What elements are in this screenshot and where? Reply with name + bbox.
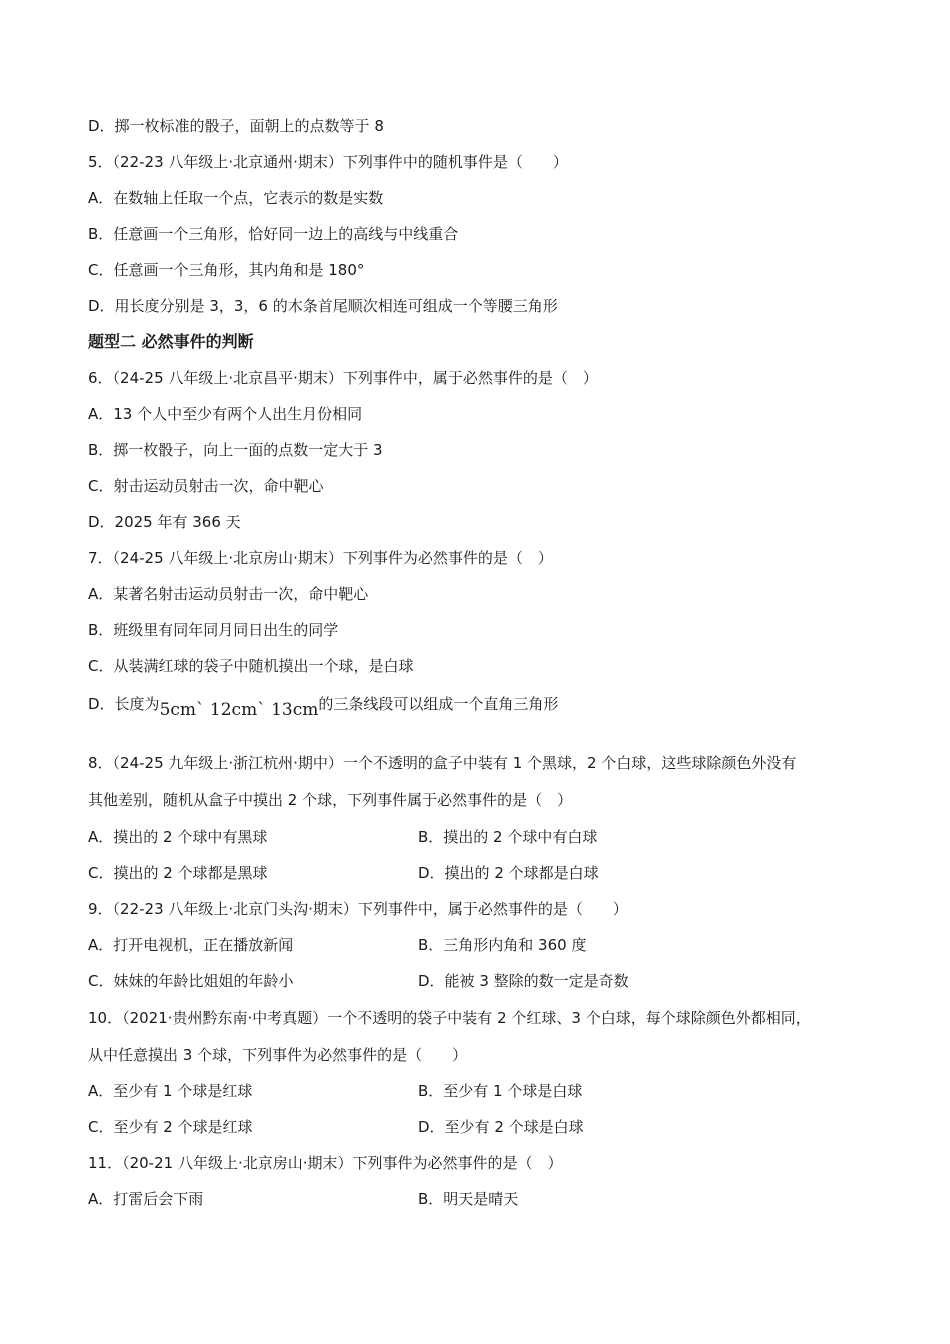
q6-option-c: C．射击运动员射击一次，命中靶心: [88, 477, 324, 495]
q8-stem-line2: 其他差别，随机从盒子中摸出 2 个球，下列事件属于必然事件的是（ ）: [88, 791, 573, 809]
q7-option-b: B．班级里有同年同月同日出生的同学: [88, 621, 339, 639]
q9-option-b: B．三角形内角和 360 度: [418, 936, 587, 954]
q11-stem: 11．（20-21 八年级上·北京房山·期末）下列事件为必然事件的是（ ）: [88, 1154, 563, 1172]
q7-option-c: C．从装满红球的袋子中随机摸出一个球，是白球: [88, 657, 414, 675]
q9-stem: 9．（22-23 八年级上·北京门头沟·期末）下列事件中，属于必然事件的是（ ）: [88, 900, 628, 918]
q5-option-b: B．任意画一个三角形，恰好同一边上的高线与中线重合: [88, 225, 459, 243]
q10-option-d: D．至少有 2 个球是白球: [418, 1118, 584, 1136]
q8-option-a: A．摸出的 2 个球中有黑球: [88, 828, 268, 846]
q7-option-a: A．某著名射击运动员射击一次，命中靶心: [88, 585, 369, 603]
q6-option-a: A．13 个人中至少有两个人出生月份相同: [88, 405, 363, 423]
q6-option-b: B．掷一枚骰子，向上一面的点数一定大于 3: [88, 441, 383, 459]
q10-stem-line1: 10．（2021·贵州黔东南·中考真题）一个不透明的袋子中装有 2 个红球、3 个白球，每个球除颜色外都相同，: [88, 1009, 811, 1027]
q7-option-d: [88, 694, 559, 720]
q8-stem-line1: 8．（24-25 九年级上·浙江杭州·期中）一个不透明的盒子中装有 1 个黑球，2 个白球，这些球除颜色外没有: [88, 754, 797, 772]
q5-option-d: D．用长度分别是 3，3，6 的木条首尾顺次相连可组成一个等腰三角形: [88, 297, 558, 315]
q9-option-d: D．能被 3 整除的数一定是奇数: [418, 972, 629, 990]
q9-option-c: C．妹妹的年龄比姐姐的年龄小: [88, 972, 294, 990]
q8-option-c: C．摸出的 2 个球都是黑球: [88, 864, 268, 882]
q6-option-d: D．2025 年有 366 天: [88, 513, 241, 531]
q10-option-c: C．至少有 2 个球是红球: [88, 1118, 253, 1136]
q7-option-d-suffix: 的三条线段可以组成一个直角三角形: [318, 695, 559, 713]
q5-option-a: A．在数轴上任取一个点，它表示的数是实数: [88, 189, 384, 207]
q7-option-d-math: 5cm` 12cm` 13cm: [159, 700, 319, 720]
q6-stem: 6．（24-25 八年级上·北京昌平·期末）下列事件中，属于必然事件的是（ ）: [88, 369, 598, 387]
q5-option-c: C．任意画一个三角形，其内角和是 180°: [88, 261, 365, 279]
q8-option-d: D．摸出的 2 个球都是白球: [418, 864, 599, 882]
q9-option-a: A．打开电视机，正在播放新闻: [88, 936, 294, 954]
q10-option-b: B．至少有 1 个球是白球: [418, 1082, 583, 1100]
section-heading: 题型二 必然事件的判断: [88, 332, 254, 351]
q11-option-a: A．打雷后会下雨: [88, 1190, 204, 1208]
q7-option-d-prefix: D．长度为: [88, 695, 160, 713]
q10-stem-line2: 从中任意摸出 3 个球，下列事件为必然事件的是（ ）: [88, 1046, 468, 1064]
q8-option-b: B．摸出的 2 个球中有白球: [418, 828, 598, 846]
q10-option-a: A．至少有 1 个球是红球: [88, 1082, 253, 1100]
q4-option-d: D．掷一枚标准的骰子，面朝上的点数等于 8: [88, 117, 384, 135]
q7-stem: 7．（24-25 八年级上·北京房山·期末）下列事件为必然事件的是（ ）: [88, 549, 553, 567]
q5-stem: 5．（22-23 八年级上·北京通州·期末）下列事件中的随机事件是（ ）: [88, 153, 568, 171]
q11-option-b: B．明天是晴天: [418, 1190, 519, 1208]
